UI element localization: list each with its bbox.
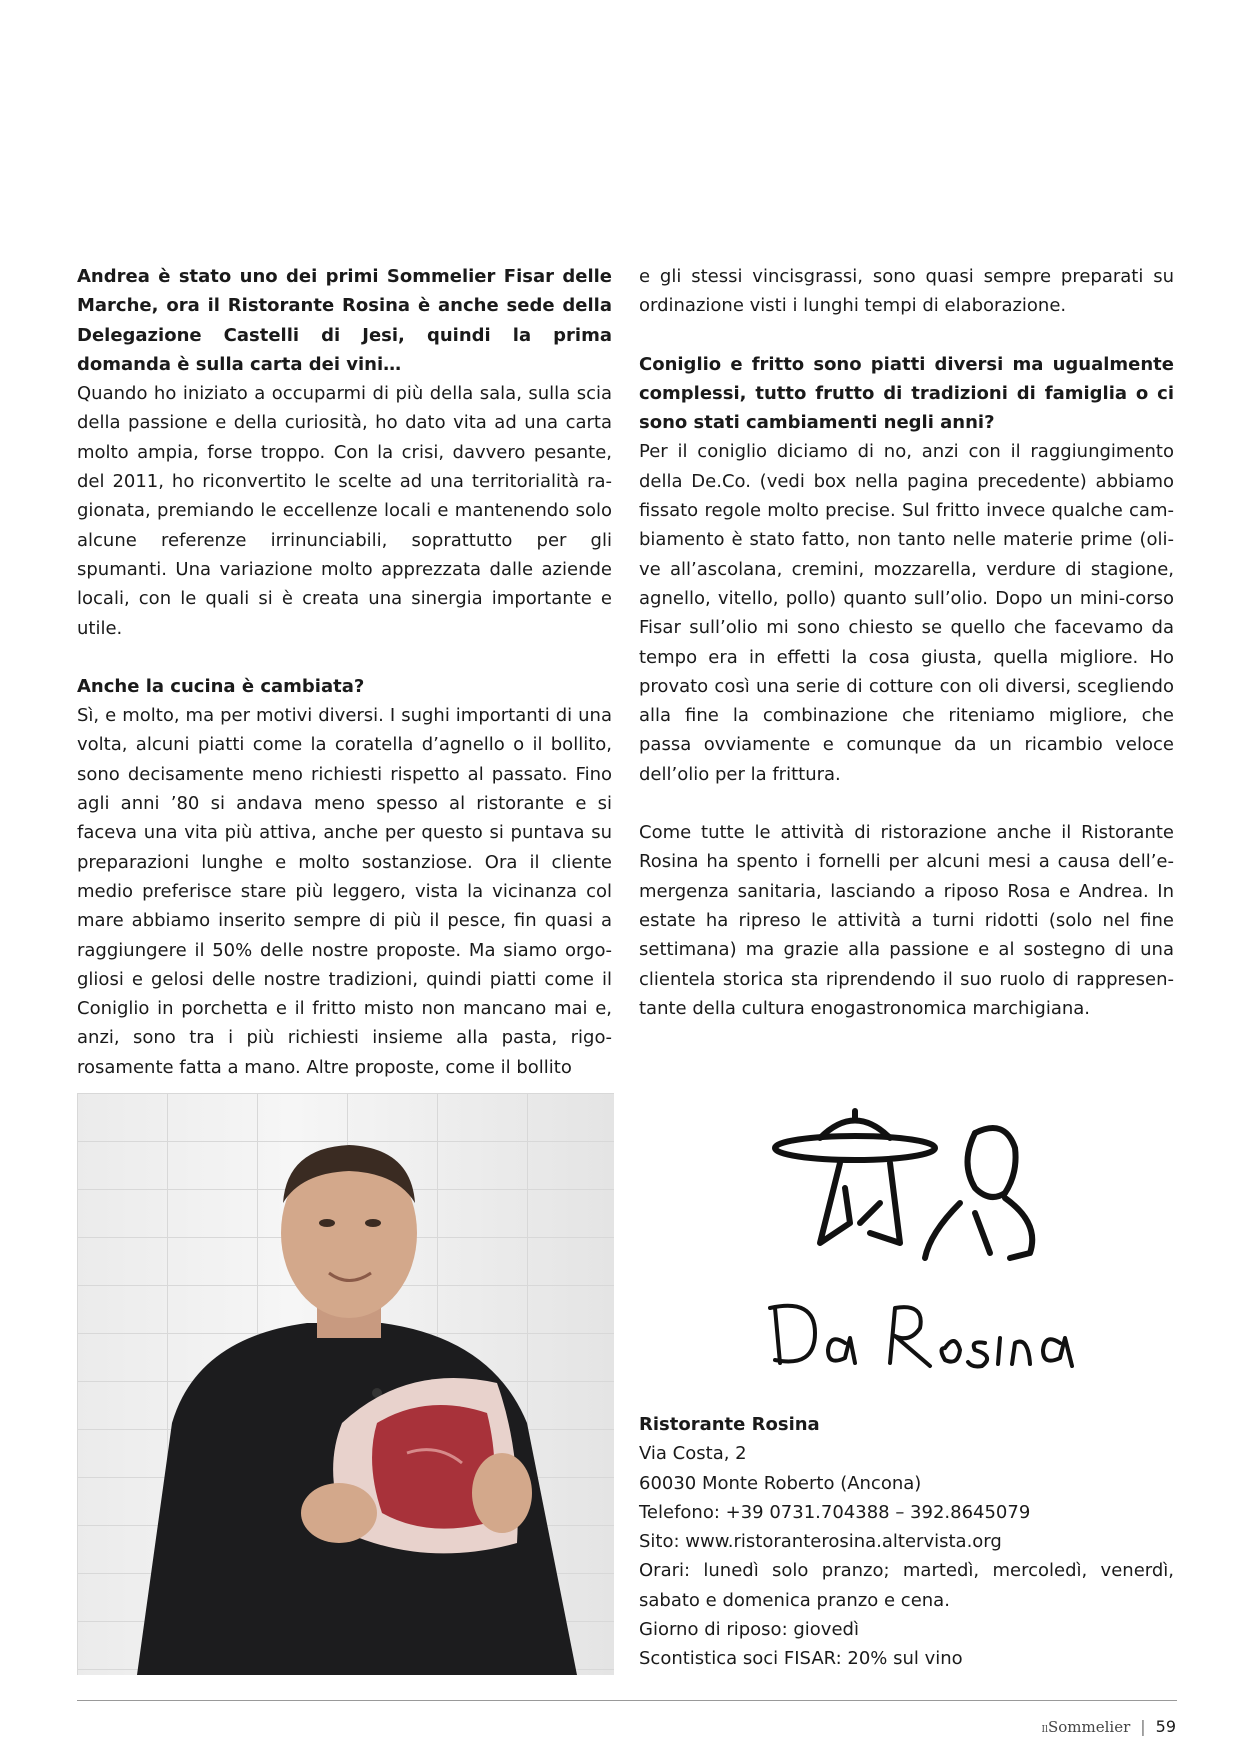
magazine-name: IlSommelier — [1041, 1718, 1131, 1736]
article-column-right — [639, 262, 1174, 1023]
footer-divider — [77, 1700, 1177, 1701]
interview-question: Andrea è stato uno dei primi Sommelier Fisar delle Marche, ora il Ristorante Rosina è anche sede della Delegazione Castelli di Jesi, quindi la prima domanda è sulla carta dei vini… — [77, 266, 612, 375]
restaurant-phone: Telefono: +39 0731.704388 – 392.8645079 — [639, 1501, 1031, 1523]
article-column-left — [77, 262, 612, 1082]
closing-paragraph: Come tutte le attività di ristorazione anche il Ristorante Rosina ha spento i fornelli per alcuni mesi a causa dell’emergenza sanitaria, lasciando a riposo Rosa e Andrea. In estate ha ripreso le attività a turni ridotti (solo nel fine settimana) ma grazie alla passione e al sostegno di una clientela storica sta riprendendo il suo ruolo di rappresentante della cultura enogastronomica marchigiana. — [639, 822, 1174, 1019]
restaurant-city: 60030 Monte Roberto (Ancona) — [639, 1472, 922, 1494]
interview-question: Anche la cucina è cambiata? — [77, 675, 365, 697]
restaurant-logo — [760, 1093, 1085, 1393]
opening-hours: Orari: lunedì solo pranzo; martedì, mercoledì, venerdì, sabato e domenica pranzo e cena. — [639, 1560, 1174, 1611]
closing-day: Giorno di riposo: giovedì — [639, 1619, 859, 1641]
restaurant-address: Via Costa, 2 — [639, 1443, 747, 1465]
chef-illustration — [77, 1093, 614, 1675]
interview-question: Coniglio e fritto sono piatti diversi ma ugualmente complessi, tutto frutto di tradizioni di famiglia o ci sono stati cambiamenti negli anni? — [639, 353, 1174, 434]
interview-answer: Per il coniglio diciamo di no, anzi con il raggiungimento della De.Co. (vedi box nella pagina precedente) abbiamo fissato regole molto precise. Sul fritto invece qualche cambiamento è stato fatto, non tanto nelle materie prime (olive all’ascolana, cremini, mozzarella, verdure di stagione, agnello, vitello, pollo) quanto sull’olio. Dopo un mini-corso Fisar sull’olio mi sono chiesto se quello che facevamo da tempo era in effetti la cosa giusta, quella migliore. Ho provato così una serie di cotture con oli diversi, scegliendo alla fine la combinazione che riteniamo migliore, che passa ovviamente e comunque da un ricambio veloce dell’olio per la frittura. — [639, 441, 1174, 785]
interview-answer: Sì, e molto, ma per motivi diversi. I sughi importanti di una volta, alcuni piatti come la coratella d’agnello o il bollito, sono decisamente meno richiesti rispetto al passato. Fino agli anni ’80 si andava meno spesso al ristorante e si faceva una vita più attiva, anche per questo si puntava su preparazioni lunghe e molto sostanziose. Ora il cliente medio preferisce stare più leggero, vista la vicinanza col mare abbiamo inserito sempre di più il pesce, fin quasi a raggiungere il 50% delle nostre proposte. Ma siamo orgogliosi e gelosi delle nostre tradizioni, quindi piatti come il Coniglio in porchetta e il fritto misto non mancano mai e, anzi, sono tra i più richiesti insieme alla pasta, rigorosamente fatta a mano. Altre proposte, come il bollito — [77, 705, 612, 1078]
restaurant-name: Ristorante Rosina — [639, 1414, 820, 1435]
waiter-drawing — [760, 1093, 1085, 1393]
chef-photo — [77, 1093, 614, 1675]
interview-answer: e gli stessi vincisgrassi, sono quasi sempre preparati su ordinazione visti i lunghi tempi di elaborazione. — [639, 266, 1174, 317]
page-footer — [1042, 1717, 1176, 1741]
member-discount: Scontistica soci FISAR: 20% sul vino — [639, 1648, 963, 1670]
page-number: 59 — [1155, 1717, 1176, 1736]
restaurant-website: Sito: www.ristoranterosina.altervista.org — [639, 1531, 1002, 1553]
restaurant-info-box — [639, 1410, 1174, 1674]
interview-answer: Quando ho iniziato a occuparmi di più della sala, sulla scia della passione e della curiosità, ho dato vita ad una carta molto ampia, forse troppo. Con la crisi, davvero pesante, del 2011, ho riconvertito le scelte ad una territorialità ragionata, premiando le eccellenze locali e mantenendo solo alcune referenze irrinunciabili, soprattutto per gli spumanti. Una variazione molto apprezzata dalle aziende locali, con le quali si è creata una sinergia importante e utile. — [77, 383, 612, 639]
footer-separator: | — [1140, 1717, 1146, 1736]
